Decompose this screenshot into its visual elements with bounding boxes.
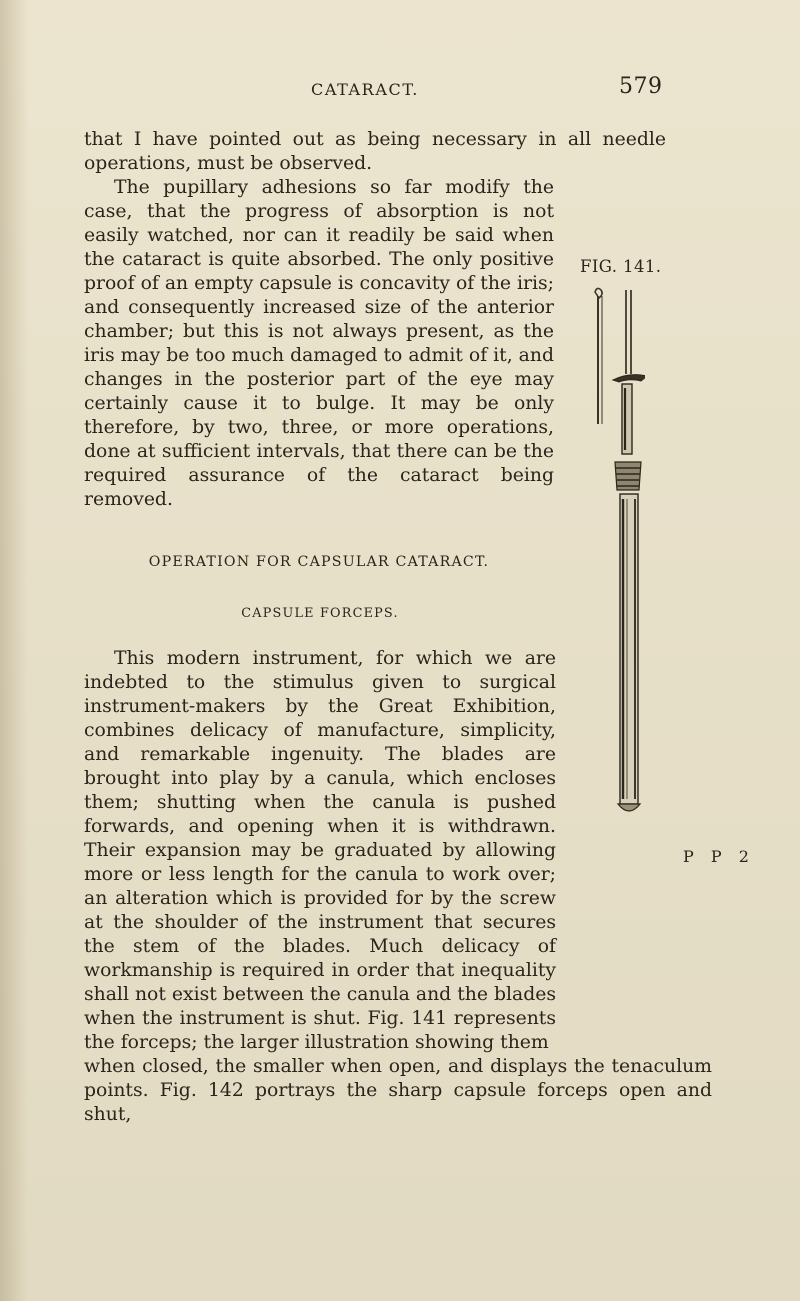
- paragraph-capsule-forceps: This modern instrument, for which we are indebted to the stimulus given to surgical instrument-makers by the Great Exhibition, combines delicacy of manufacture, simplicity, and remarkable ingenuity. The blades are brought into play by a canula, which encloses them; shutting when the canula is pushed forwards, and opening when it is withdrawn. Their expansion may be graduated by allowing more or less length for the canula to work over; an alteration which is provided for by the screw at the shoulder of the instrument that secures the stem of the blades. Much delicacy of workmanship is required in order that inequality shall not exist between the canula and the blades when the instrument is shut. Fig. 141 represents the forceps; the larger illustration showing them: [84, 648, 556, 1053]
- section-heading: OPERATION FOR CAPSULAR CATARACT.: [148, 554, 490, 570]
- signature-mark: P P 2: [683, 847, 755, 866]
- paragraph-figure-description: when closed, the smaller when open, and displays the tenaculum points. Fig. 142 portrays the sharp capsule forceps open and shut,: [84, 1056, 712, 1125]
- page-header: [0, 76, 800, 110]
- figure-label: FIG. 141.: [580, 257, 662, 276]
- page-number: 579: [619, 74, 663, 99]
- running-head: CATARACT.: [311, 80, 419, 99]
- subsection-heading: CAPSULE FORCEPS.: [241, 606, 399, 621]
- figure-wrap-spacer: [554, 296, 666, 556]
- text-body: [84, 128, 712, 1127]
- paragraph-continuation: that I have pointed out as being necessary in all needle operations, must be observed.: [84, 129, 666, 174]
- paragraph-pupillary-adhesions: The pupillary adhesions so far modify the case, that the progress of absorption is not easily watched, nor can it readily be said when the cataract is quite absorbed. The only positive proof of an empty capsule is concavity of the iris; and consequently increased size of the anterior chamber; but this is not always present, as the iris may be too much damaged to admit of it, and changes in the posterior part of the eye may certainly cause it to bulge. It may be only therefore, by two, three, or more operations, done at sufficient intervals, that there can be the required assurance of the cataract being removed.: [84, 176, 666, 512]
